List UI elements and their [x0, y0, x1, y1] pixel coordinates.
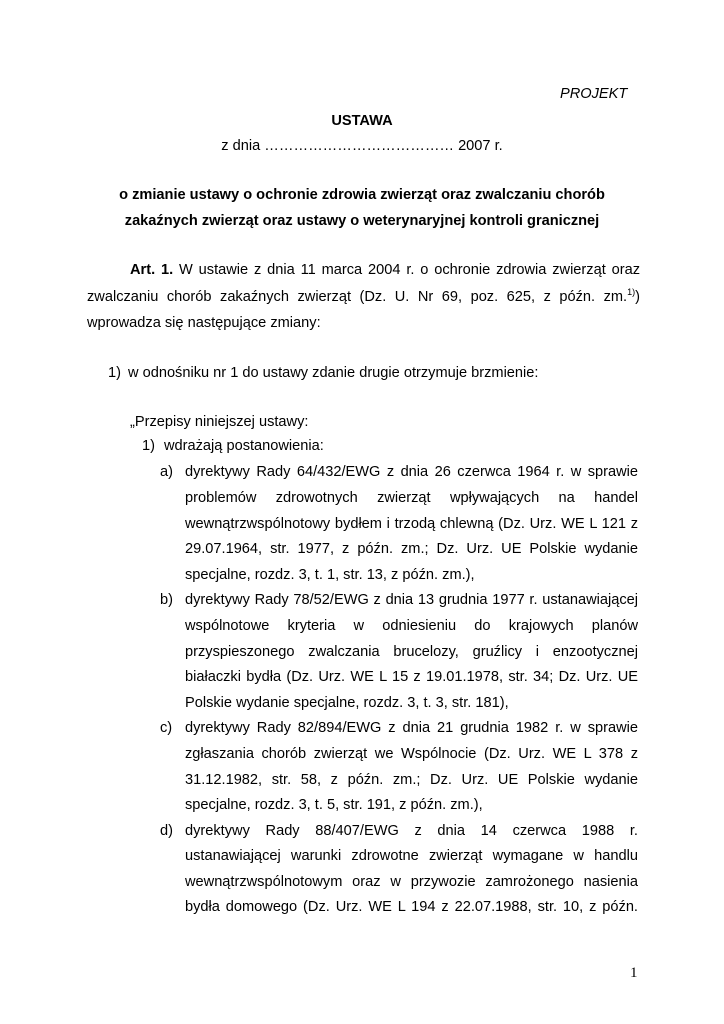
item-letter: d): [160, 823, 173, 839]
item-line: przyspieszonego zwalczania brucelozy, gruźlicy i enzootycznej: [185, 644, 638, 660]
point-1-text: w odnośniku nr 1 do ustawy zdanie drugie otrzymuje brzmienie:: [128, 365, 539, 381]
item-line: problemów zdrowotnych zwierząt wpływających na handel: [185, 490, 638, 506]
art1-line-2-end: ): [635, 289, 640, 305]
subject-line-1: o zmianie ustawy o ochronie zdrowia zwierząt oraz zwalczaniu chorób: [119, 187, 605, 203]
item-letter: a): [160, 464, 173, 480]
point-1-number: 1): [108, 365, 121, 381]
item-line: wspólnotowe kryteria w odniesieniu do krajowych planów: [185, 618, 638, 634]
footnote-ref: 1): [627, 287, 636, 298]
item-line: wewnątrzwspólnotowy bydłem i trzodą chlewną (Dz. Urz. WE L 121 z: [185, 516, 638, 532]
item-line: ustanawiającej warunki zdrowotne zwierząt wymagane w handlu: [185, 848, 638, 864]
item-line: dyrektywy Rady 64/432/EWG z dnia 26 czerwca 1964 r. w sprawie: [185, 464, 638, 480]
item-line: dyrektywy Rady 88/407/EWG z dnia 14 czerwca 1988 r.: [185, 823, 638, 839]
quote-intro: „Przepisy niniejszej ustawy:: [130, 414, 309, 430]
item-letter: b): [160, 592, 173, 608]
item-line: bydła domowego (Dz. Urz. WE L 194 z 22.07.1988, str. 10, z późn.: [185, 899, 638, 915]
item-line: wewnątrzwspólnotowym oraz w przywozie zamrożonego nasienia: [185, 874, 638, 890]
item-letter: c): [160, 720, 173, 736]
page-number: 1: [630, 965, 638, 981]
item-line: 31.12.1982, str. 58, z późn. zm.; Dz. Urz. UE Polskie wydanie: [185, 772, 638, 788]
item-line: białaczki bydła (Dz. Urz. WE L 15 z 19.01.1978, str. 34; Dz. Urz. UE: [185, 669, 638, 685]
document-title: USTAWA: [331, 113, 393, 129]
item-line: dyrektywy Rady 82/894/EWG z dnia 21 grudnia 1982 r. w sprawie: [185, 720, 638, 736]
art1-line-2: [87, 288, 640, 306]
art1-line-1-text: W ustawie z dnia 11 marca 2004 r. o ochronie zdrowia zwierząt oraz: [179, 262, 640, 278]
document-date: z dnia ………………………………… 2007 r.: [221, 138, 503, 154]
item-line: specjalne, rozdz. 3, t. 1, str. 13, z późn. zm.),: [185, 567, 475, 583]
art1-line-3: wprowadza się następujące zmiany:: [87, 315, 321, 331]
quote-sub-number: 1): [142, 438, 155, 454]
projekt-label: PROJEKT: [560, 86, 628, 102]
quote-sub-text: wdrażają postanowienia:: [164, 438, 324, 454]
item-line: specjalne, rozdz. 3, t. 5, str. 191, z późn. zm.),: [185, 797, 483, 813]
art1-line-2-text: zwalczaniu chorób zakaźnych zwierząt (Dz. U. Nr 69, poz. 625, z późn. zm.: [87, 289, 628, 305]
subject-line-2: zakaźnych zwierząt oraz ustawy o weterynaryjnej kontroli granicznej: [124, 213, 600, 229]
item-line: 29.07.1964, str. 1977, z późn. zm.; Dz. Urz. UE Polskie wydanie: [185, 541, 638, 557]
art1-line-1: [130, 261, 640, 279]
item-line: zgłaszania chorób zwierząt we Wspólnocie (Dz. Urz. WE L 378 z: [185, 746, 638, 762]
item-line: Polskie wydanie specjalne, rozdz. 3, t. 3, str. 181),: [185, 695, 509, 711]
item-line: dyrektywy Rady 78/52/EWG z dnia 13 grudnia 1977 r. ustanawiającej: [185, 592, 638, 608]
art1-label: Art. 1.: [130, 262, 174, 278]
